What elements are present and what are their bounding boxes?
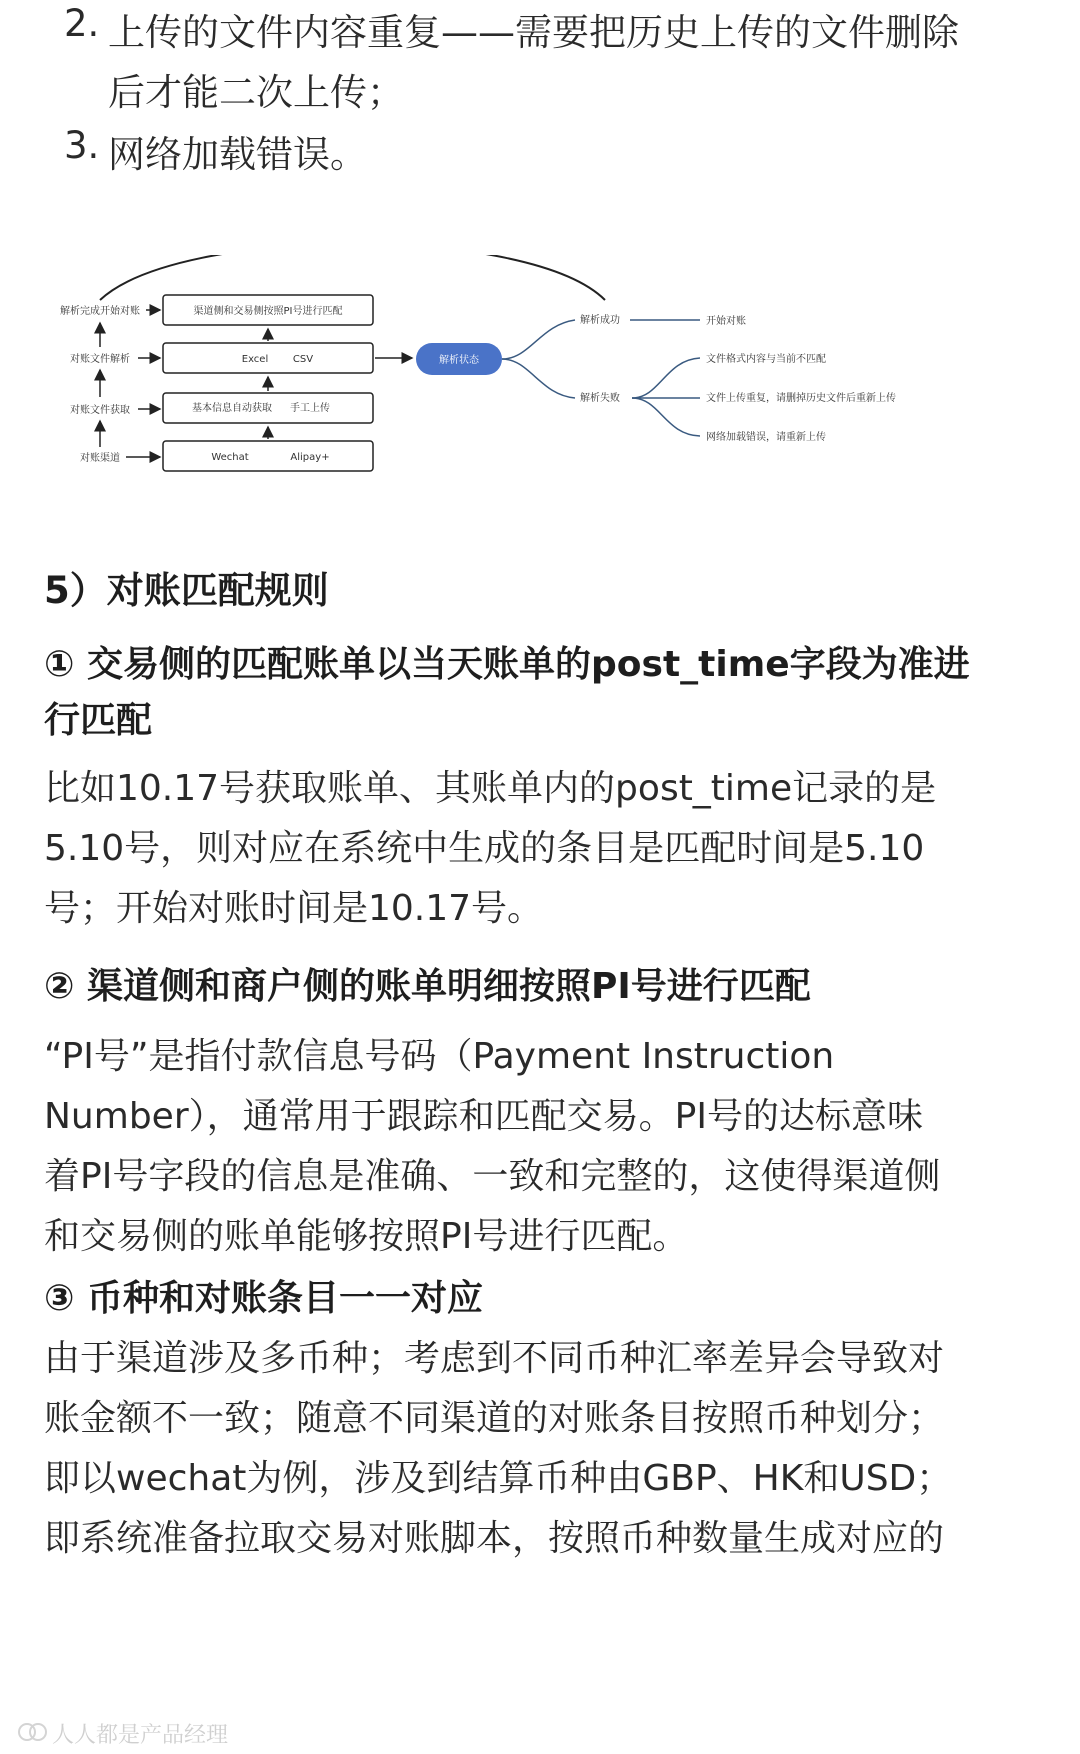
watermark-logo-icon <box>18 1720 48 1744</box>
box-1-text: 渠道侧和交易侧按照PI号进行匹配 <box>193 306 343 317</box>
fail-result-3: 网络加载错误，请重新上传 <box>706 432 826 443</box>
rule-1-title-line2: 行匹配 <box>44 700 153 741</box>
list-number-3: 3. <box>64 124 100 167</box>
rule-1-para-line1: 比如10.17号获取账单、其账单内的post_time记录的是 <box>44 768 937 809</box>
center-node-label: 解析状态 <box>439 355 479 366</box>
rule-3-title: ③ 币种和对账条目一一对应 <box>44 1278 484 1319</box>
rule-2-para-line2: Number），通常用于跟踪和匹配交易。PI号的达标意味 <box>44 1096 923 1137</box>
rule-1-para-line2: 5.10号，则对应在系统中生成的条目是匹配时间是5.10 <box>44 828 925 869</box>
rule-3-para-line1: 由于渠道涉及多币种；考虑到不同币种汇率差异会导致对 <box>44 1338 945 1379</box>
rule-1-para-line3: 号；开始对账时间是10.17号。 <box>44 888 544 929</box>
left-label-1: 解析完成开始对账 <box>60 306 140 317</box>
branch-success: 解析成功 <box>580 315 620 326</box>
list-item-3-line1: 网络加载错误。 <box>108 133 367 176</box>
left-label-2: 对账文件解析 <box>70 354 130 365</box>
rule-2-para-line4: 和交易侧的账单能够按照PI号进行匹配。 <box>44 1216 689 1257</box>
rule-2-para-line3: 着PI号字段的信息是准确、一致和完整的，这使得渠道侧 <box>44 1156 941 1197</box>
rule-2-para-line1: “PI号”是指付款信息号码（Payment Instruction <box>44 1036 835 1077</box>
box-4-a: Wechat <box>211 452 249 463</box>
box-2-b: CSV <box>292 354 314 365</box>
box-3-a: 基本信息自动获取 <box>192 403 272 414</box>
rule-3-para-line2: 账金额不一致；随意不同渠道的对账条目按照币种划分； <box>44 1398 945 1439</box>
list-item-2-line2: 后才能二次上传； <box>108 71 404 114</box>
box-3-b: 手工上传 <box>290 403 330 414</box>
left-label-4: 对账渠道 <box>80 453 120 464</box>
success-result: 开始对账 <box>706 316 746 327</box>
rule-3-para-line4: 即系统准备拉取交易对账脚本，按照币种数量生成对应的 <box>44 1518 945 1559</box>
rule-2-title: ② 渠道侧和商户侧的账单明细按照PI号进行匹配 <box>44 966 811 1007</box>
box-2-a: Excel <box>241 354 269 365</box>
fail-result-2: 文件上传重复，请删掉历史文件后重新上传 <box>706 393 896 404</box>
list-item-2-line1: 上传的文件内容重复——需要把历史上传的文件删除 <box>108 11 959 54</box>
list-number-2: 2. <box>64 2 100 45</box>
watermark-text: 人人都是产品经理 <box>52 1723 229 1748</box>
box-4-b: Alipay+ <box>290 452 330 463</box>
rule-1-title-line1: ① 交易侧的匹配账单以当天账单的post_time字段为准进 <box>44 644 970 685</box>
rule-3-para-line3: 即以wechat为例，涉及到结算币种由GBP、HK和USD； <box>44 1458 953 1499</box>
loop-arc <box>100 255 605 300</box>
reconciliation-flow-diagram <box>60 255 1020 545</box>
branch-fail: 解析失败 <box>580 393 620 404</box>
fail-result-1: 文件格式内容与当前不匹配 <box>706 354 826 365</box>
section-title: 5）对账匹配规则 <box>44 569 329 612</box>
left-label-3: 对账文件获取 <box>70 405 130 416</box>
